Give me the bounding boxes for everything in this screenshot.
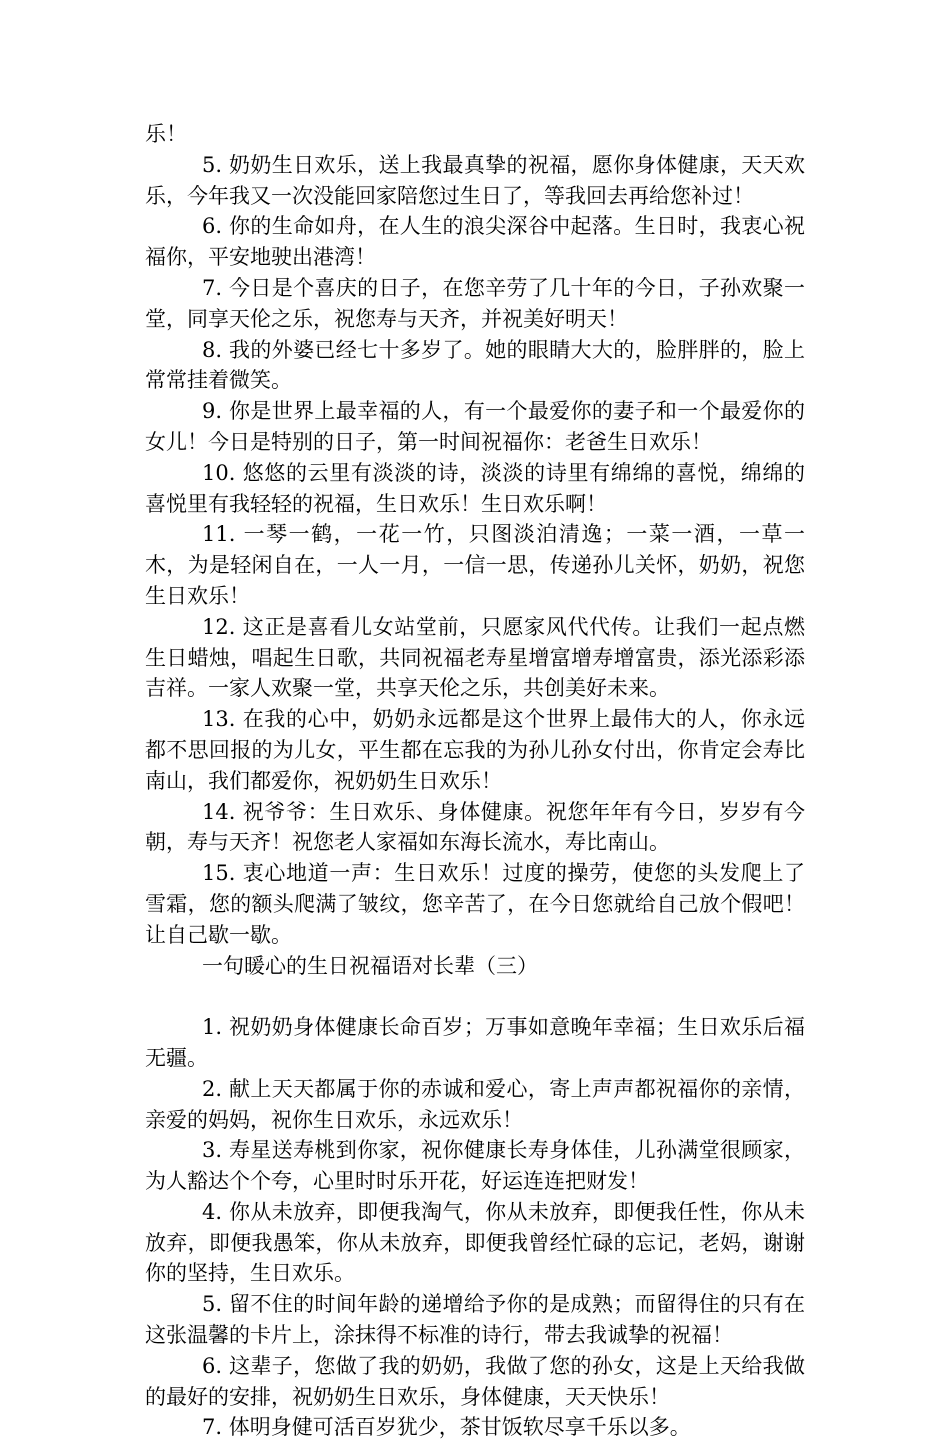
wish-item-b6: 6. 这辈子，您做了我的奶奶，我做了您的孙女，这是上天给我做的最好的安排，祝奶奶生日欢乐，身体健康，天天快乐！ [145, 1353, 805, 1409]
wish-item-b5: 5. 留不住的时间年龄的递增给予你的是成熟；而留得住的只有在这张温馨的卡片上，涂抹得不标准的诗行，带去我诚挚的祝福！ [145, 1292, 805, 1348]
wish-item-b4: 4. 你从未放弃，即便我淘气，你从未放弃，即便我任性，你从未放弃，即便我愚笨，你从未放弃，即便我曾经忙碌的忘记，老妈，谢谢你的坚持，生日欢乐。 [145, 1199, 805, 1286]
wish-item-b2: 2. 献上天天都属于你的赤诚和爱心，寄上声声都祝福你的亲情，亲爱的妈妈，祝你生日欢乐，永远欢乐！ [145, 1076, 805, 1132]
wish-item-a7: 7. 今日是个喜庆的日子，在您辛劳了几十年的今日，子孙欢聚一堂，同享天伦之乐，祝您寿与天齐，并祝美好明天！ [145, 275, 805, 331]
wish-item-a5: 5. 奶奶生日欢乐，送上我最真挚的祝福，愿你身体健康，天天欢乐，今年我又一次没能回家陪您过生日了，等我回去再给您补过！ [145, 152, 805, 208]
wish-item-b1: 1. 祝奶奶身体健康长命百岁；万事如意晚年幸福；生日欢乐后福无疆。 [145, 1015, 805, 1070]
wish-item-a15: 15. 衷心地道一声：生日欢乐！过度的操劳，使您的头发爬上了雪霜，您的额头爬满了皱纹，您辛苦了，在今日您就给自己放个假吧！让自己歇一歇。 [145, 861, 805, 947]
wish-item-a14: 14. 祝爷爷：生日欢乐、身体健康。祝您年年有今日，岁岁有今朝，寿与天齐！祝您老人家福如东海长流水，寿比南山。 [145, 799, 805, 855]
blank-line [145, 981, 805, 1012]
document-page [145, 119, 805, 1443]
wish-item-a10: 10. 悠悠的云里有淡淡的诗，淡淡的诗里有绵绵的喜悦，绵绵的喜悦里有我轻轻的祝福，生日欢乐！生日欢乐啊！ [145, 460, 805, 516]
wish-item-b7: 7. 体明身健可活百岁犹少，茶甘饭软尽享千乐以多。 [202, 1415, 691, 1440]
wish-item-a8: 8. 我的外婆已经七十多岁了。她的眼睛大大的，脸胖胖的，脸上常常挂着微笑。 [145, 337, 805, 393]
wish-item-b3: 3. 寿星送寿桃到你家，祝你健康长寿身体佳，儿孙满堂很顾家，为人豁达个个夸，心里时时乐开花，好运连连把财发！ [145, 1138, 805, 1194]
section-heading: 一句暖心的生日祝福语对长辈（三） [202, 953, 538, 978]
wish-item-a13: 13. 在我的心中，奶奶永远都是这个世界上最伟大的人，你永远都不思回报的为儿女，平生都在忘我的为孙儿孙女付出，你肯定会寿比南山，我们都爱你，祝奶奶生日欢乐！ [145, 707, 805, 793]
wish-item-a12: 12. 这正是喜看儿女站堂前，只愿家风代代传。让我们一起点燃生日蜡烛，唱起生日歌，共同祝福老寿星增富增寿增富贵，添光添彩添吉祥。一家人欢聚一堂，共享天伦之乐，共创美好未来。 [145, 614, 805, 701]
wish-item-a11: 11. 一琴一鹤，一花一竹，只图淡泊清逸；一菜一酒，一草一木，为是轻闲自在，一人一月，一信一思，传递孙儿关怀，奶奶，祝您生日欢乐！ [145, 522, 805, 608]
wish-item-a6: 6. 你的生命如舟，在人生的浪尖深谷中起落。生日时，我衷心祝福你，平安地驶出港湾！ [145, 214, 805, 270]
continuation-text: 乐！ [145, 122, 187, 146]
wish-item-a9: 9. 你是世界上最幸福的人，有一个最爱你的妻子和一个最爱你的女儿！今日是特别的日子，第一时间祝福你：老爸生日欢乐！ [145, 399, 805, 454]
